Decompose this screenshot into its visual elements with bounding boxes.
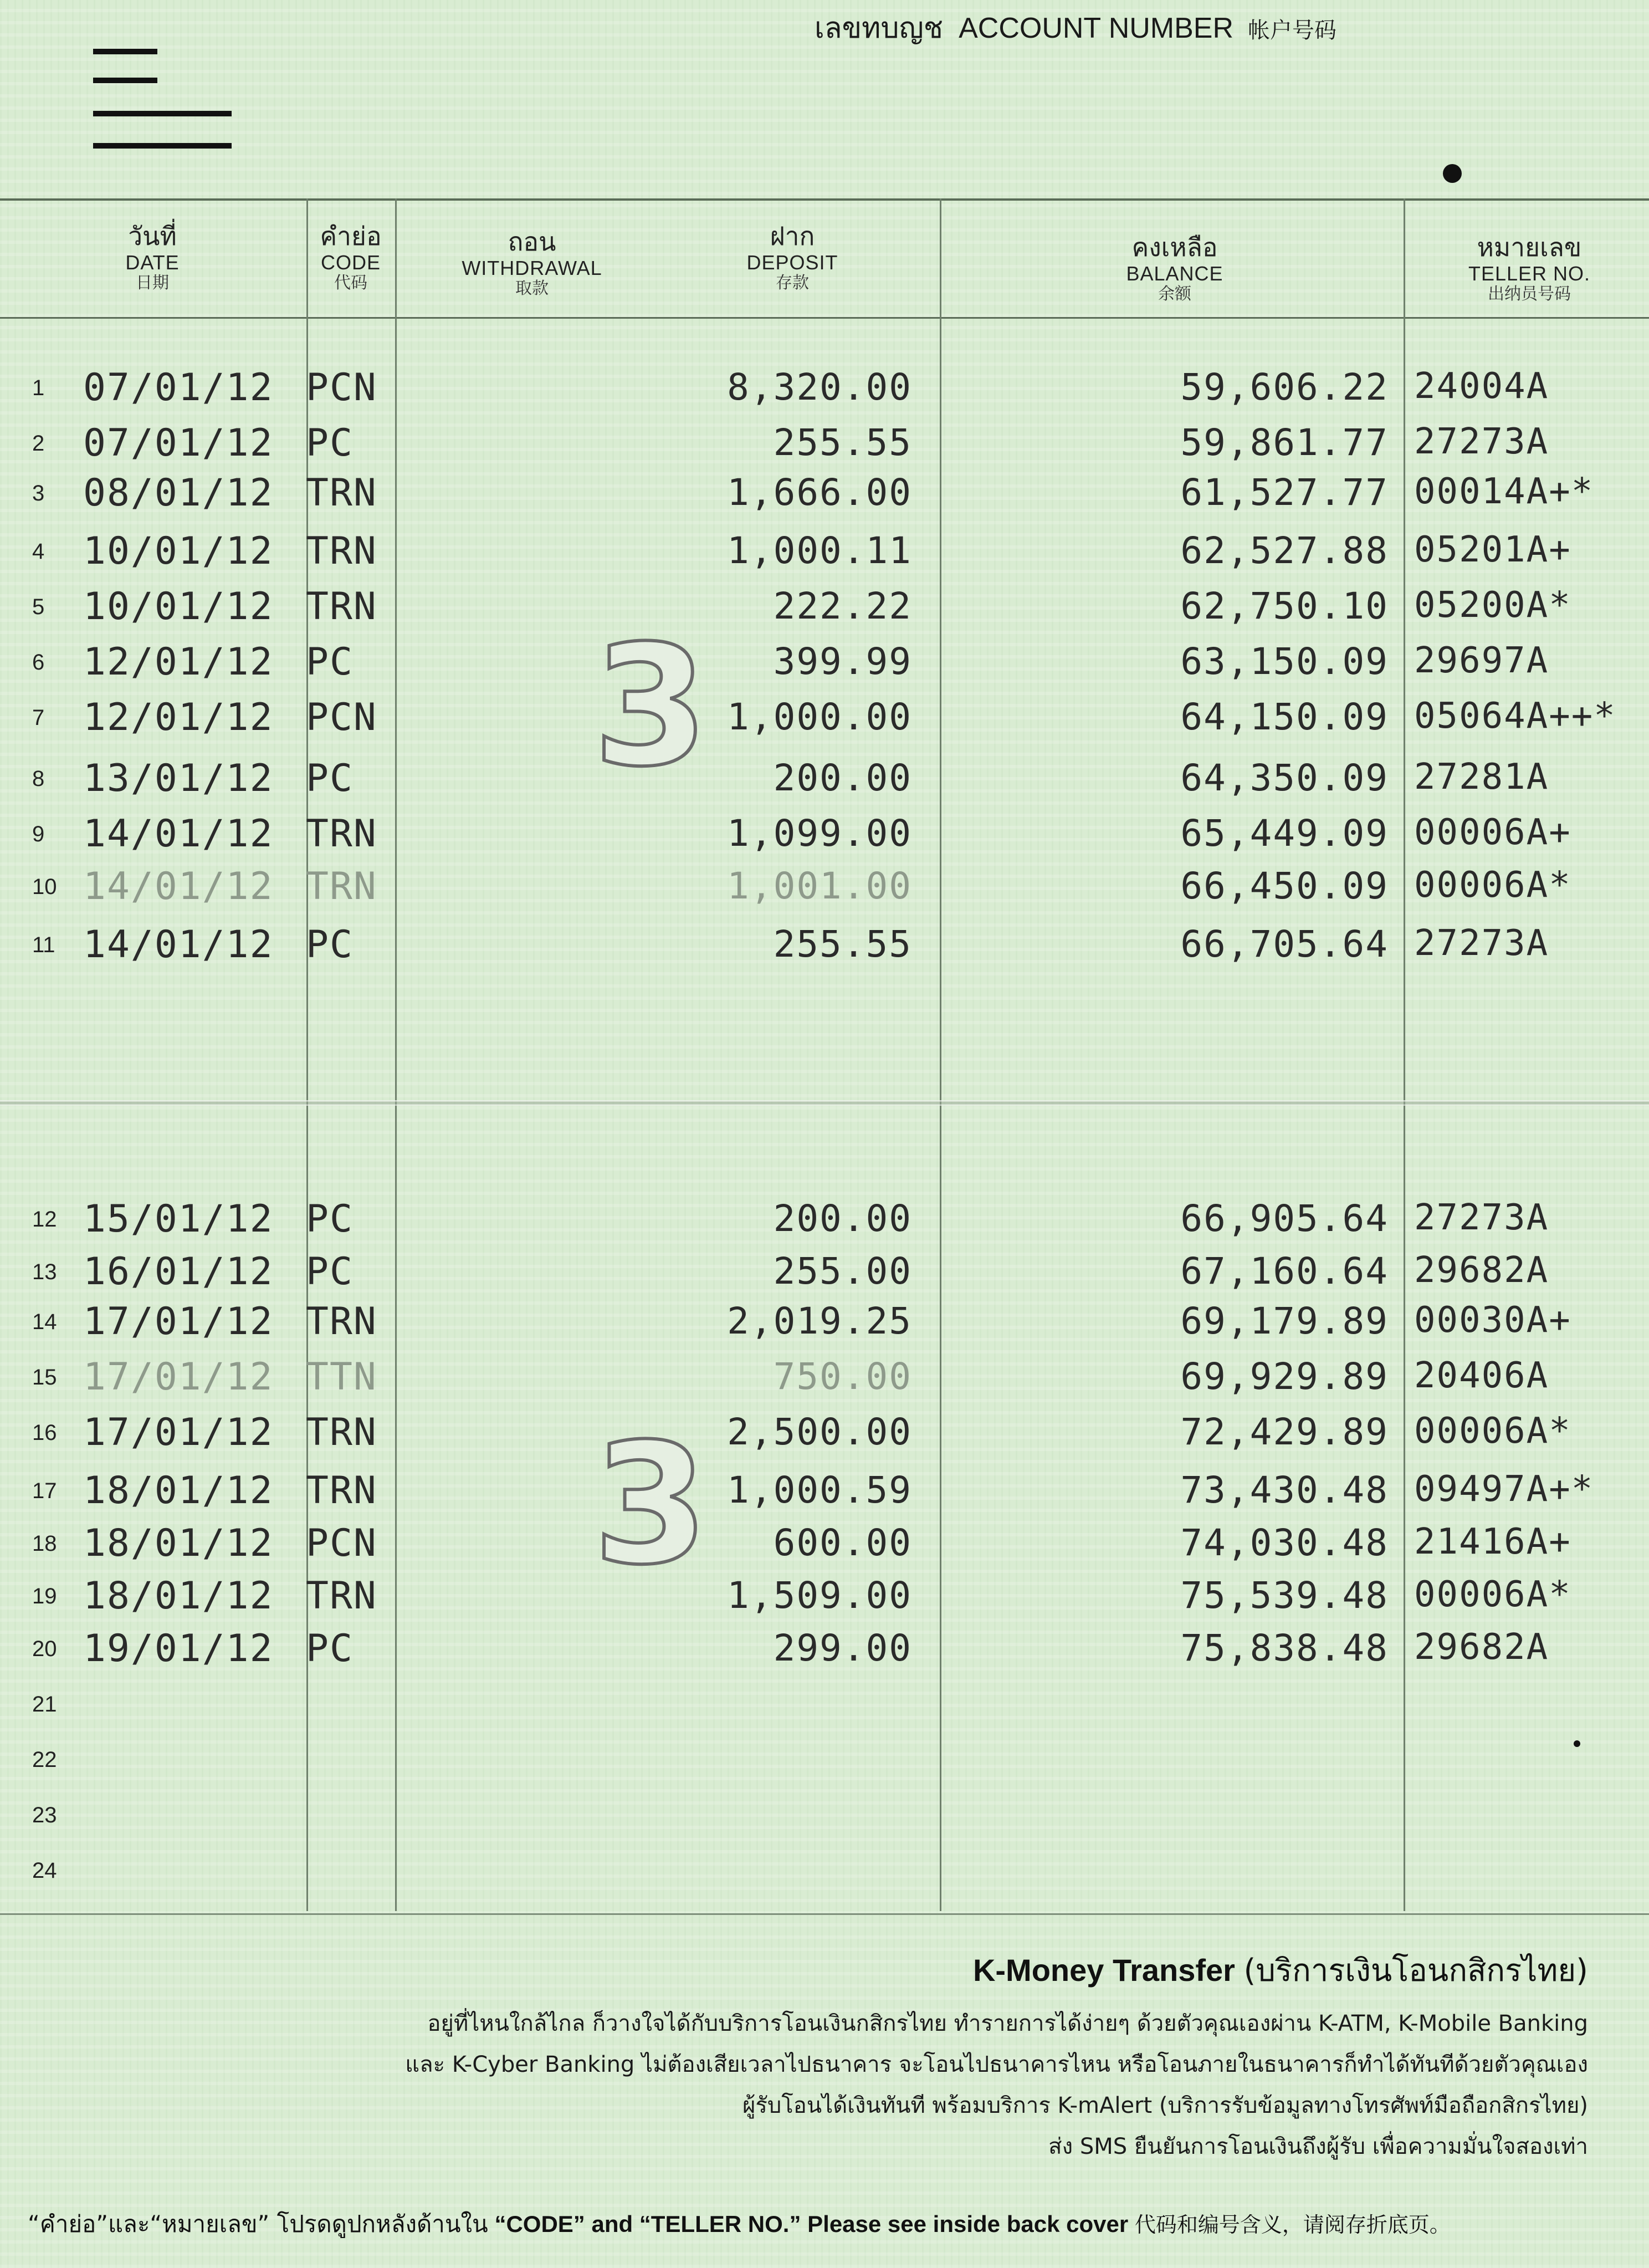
row-balance: 61,527.77 <box>1180 471 1389 514</box>
row-number: 3 <box>32 481 45 505</box>
row-balance: 66,450.09 <box>1180 865 1389 907</box>
row-balance: 74,030.48 <box>1180 1521 1389 1564</box>
row-balance: 67,160.64 <box>1180 1250 1389 1293</box>
row-balance: 59,606.22 <box>1180 366 1389 408</box>
row-number: 6 <box>32 650 45 675</box>
promo-line: ส่ง SMS ยืนยันการโอนเงินถึงผู้รับ เพื่อความมั่นใจสองเท่า <box>1048 2134 1588 2159</box>
row-number: 14 <box>32 1310 57 1334</box>
row-teller: 09497A+* <box>1414 1469 1594 1510</box>
row-balance: 59,861.77 <box>1180 421 1389 464</box>
row-code: TTN <box>306 1355 377 1399</box>
row-code: PC <box>306 757 354 800</box>
col-divider <box>395 198 397 1911</box>
row-deposit: 399.99 <box>773 640 912 683</box>
row-date: 12/01/12 <box>83 640 274 684</box>
row-number: 5 <box>32 595 45 619</box>
promo-title-en: K-Money Transfer <box>972 1953 1235 1988</box>
account-label-en: ACCOUNT NUMBER <box>959 12 1234 44</box>
row-date: 08/01/12 <box>83 471 274 515</box>
footer-en: “CODE” and “TELLER NO.” Please see inside back cover <box>494 2211 1129 2237</box>
row-number: 17 <box>32 1479 57 1503</box>
promo-line: อยู่ที่ไหนใกล้ไกล ก็วางใจได้กับบริการโอนเงินกสิกรไทย ทำรายการได้ง่ายๆ ด้วยตัวคุณเองผ่าน K-ATM, K-Mobile Banking <box>427 2011 1588 2036</box>
row-teller: 27273A <box>1414 1197 1549 1238</box>
row-teller: 27273A <box>1414 421 1549 462</box>
row-code: PCN <box>306 366 377 410</box>
row-deposit: 1,000.59 <box>727 1469 912 1511</box>
footer-note <box>28 2206 1451 2243</box>
account-label-zh: 帐户号码 <box>1248 18 1337 43</box>
row-teller: 29682A <box>1414 1250 1549 1291</box>
header-teller: หมายเลข TELLER NO. 出纳员号码 <box>1468 232 1591 304</box>
row-teller: 29682A <box>1414 1627 1549 1668</box>
row-code: PCN <box>306 696 377 739</box>
header-divider <box>0 317 1649 319</box>
row-code: PC <box>306 1197 354 1241</box>
row-teller: 05200A* <box>1414 585 1571 626</box>
row-number: 21 <box>32 1692 57 1717</box>
row-teller: 05064A++* <box>1414 696 1616 737</box>
row-balance: 66,705.64 <box>1180 923 1389 966</box>
row-deposit: 255.55 <box>773 421 912 464</box>
row-date: 19/01/12 <box>83 1627 274 1671</box>
row-number: 9 <box>32 822 45 846</box>
footer-th: “คำย่อ”และ“หมายเลข” โปรดดูปกหลังด้านใน <box>28 2210 488 2238</box>
row-date: 17/01/12 <box>83 1411 274 1454</box>
row-number: 19 <box>32 1584 57 1608</box>
row-balance: 69,929.89 <box>1180 1355 1389 1398</box>
row-number: 13 <box>32 1260 57 1284</box>
page-watermark: 3 <box>593 610 709 803</box>
row-deposit: 2,500.00 <box>727 1411 912 1453</box>
row-deposit: 1,666.00 <box>727 471 912 514</box>
row-date: 17/01/12 <box>83 1300 274 1344</box>
row-code: TRN <box>306 1574 377 1618</box>
row-balance: 66,905.64 <box>1180 1197 1389 1240</box>
promo-line: ผู้รับโอนได้เงินทันที พร้อมบริการ K-mAlert (บริการรับข้อมูลทางโทรศัพท์มือถือกสิกรไทย) <box>742 2093 1588 2118</box>
row-code: PCN <box>306 1521 377 1565</box>
row-code: PC <box>306 1250 354 1294</box>
row-deposit: 600.00 <box>773 1521 912 1564</box>
row-date: 15/01/12 <box>83 1197 274 1241</box>
row-deposit: 1,000.00 <box>727 696 912 738</box>
row-code: TRN <box>306 529 377 573</box>
row-number: 4 <box>32 539 45 564</box>
row-teller: 00006A* <box>1414 1411 1571 1452</box>
row-code: TRN <box>306 865 377 908</box>
row-date: 12/01/12 <box>83 696 274 739</box>
header-withdrawal: ถอน WITHDRAWAL 取款 <box>462 227 602 299</box>
row-teller: 24004A <box>1414 366 1549 407</box>
page-watermark: 3 <box>593 1408 709 1601</box>
row-number: 10 <box>32 875 57 899</box>
page-fold <box>0 1100 1649 1106</box>
row-number: 15 <box>32 1365 57 1390</box>
promo-title <box>973 1945 1588 1995</box>
row-balance: 64,150.09 <box>1180 696 1389 738</box>
footer-zh: 代码和编号含义，请阅存折底页。 <box>1134 2213 1451 2237</box>
row-code: TRN <box>306 471 377 515</box>
row-balance: 62,750.10 <box>1180 585 1389 627</box>
row-number: 16 <box>32 1421 57 1445</box>
row-teller: 00006A* <box>1414 865 1571 906</box>
ink-dot <box>1443 164 1462 183</box>
row-teller: 29697A <box>1414 640 1549 681</box>
row-balance: 63,150.09 <box>1180 640 1389 683</box>
row-code: TRN <box>306 1300 377 1344</box>
col-divider <box>1404 198 1405 1911</box>
row-date: 18/01/12 <box>83 1469 274 1513</box>
row-code: TRN <box>306 1469 377 1513</box>
row-deposit: 750.00 <box>773 1355 912 1398</box>
row-code: TRN <box>306 585 377 629</box>
row-deposit: 1,099.00 <box>727 812 912 855</box>
row-teller: 00030A+ <box>1414 1300 1571 1341</box>
promo-line: และ K-Cyber Banking ไม่ต้องเสียเวลาไปธนาคาร จะโอนไปธนาคารไหน หรือโอนภายในธนาคารก็ทำได้ทันทีด้วยตัวคุณเอง <box>405 2052 1588 2077</box>
row-balance: 75,838.48 <box>1180 1627 1389 1669</box>
row-number: 23 <box>32 1803 57 1827</box>
header-balance: คงเหลือ BALANCE 余额 <box>1126 232 1223 304</box>
row-date: 10/01/12 <box>83 585 274 629</box>
row-deposit: 255.55 <box>773 923 912 966</box>
row-number: 22 <box>32 1748 57 1772</box>
row-date: 13/01/12 <box>83 757 274 800</box>
row-balance: 72,429.89 <box>1180 1411 1389 1453</box>
row-code: PC <box>306 1627 354 1671</box>
row-teller: 00014A+* <box>1414 471 1594 512</box>
promo-title-th: (บริการเงินโอนกสิกรไทย) <box>1243 1953 1588 1989</box>
row-deposit: 8,320.00 <box>727 366 912 408</box>
row-date: 18/01/12 <box>83 1521 274 1565</box>
row-teller: 05201A+ <box>1414 529 1571 570</box>
row-teller: 27273A <box>1414 923 1549 964</box>
account-number-label <box>815 4 1336 50</box>
row-date: 07/01/12 <box>83 366 274 410</box>
row-teller: 21416A+ <box>1414 1521 1571 1562</box>
col-divider <box>940 198 941 1911</box>
row-number: 11 <box>32 933 55 957</box>
row-deposit: 200.00 <box>773 757 912 799</box>
header-code: คำย่อ CODE 代码 <box>320 221 382 293</box>
row-date: 14/01/12 <box>83 812 274 856</box>
row-deposit: 2,019.25 <box>727 1300 912 1342</box>
row-teller: 20406A <box>1414 1355 1549 1396</box>
row-balance: 75,539.48 <box>1180 1574 1389 1617</box>
header-deposit: ฝาก DEPOSIT 存款 <box>746 221 838 293</box>
row-balance: 73,430.48 <box>1180 1469 1389 1511</box>
account-label-th: เลขทบญช <box>815 12 944 45</box>
row-number: 1 <box>32 376 45 400</box>
row-deposit: 1,509.00 <box>727 1574 912 1617</box>
row-date: 07/01/12 <box>83 421 274 465</box>
row-number: 8 <box>32 767 45 791</box>
row-number: 7 <box>32 706 45 730</box>
row-number: 18 <box>32 1531 57 1556</box>
row-teller: 00006A+ <box>1414 812 1571 853</box>
row-code: TRN <box>306 812 377 856</box>
row-code: TRN <box>306 1411 377 1454</box>
row-code: PC <box>306 923 354 967</box>
row-date: 14/01/12 <box>83 865 274 908</box>
row-date: 10/01/12 <box>83 529 274 573</box>
row-deposit: 1,001.00 <box>727 865 912 907</box>
row-date: 17/01/12 <box>83 1355 274 1399</box>
row-number: 2 <box>32 431 45 456</box>
row-number: 20 <box>32 1637 57 1661</box>
row-balance: 69,179.89 <box>1180 1300 1389 1342</box>
row-date: 16/01/12 <box>83 1250 274 1294</box>
row-code: PC <box>306 421 354 465</box>
row-deposit: 299.00 <box>773 1627 912 1669</box>
row-number: 24 <box>32 1858 57 1883</box>
row-balance: 64,350.09 <box>1180 757 1389 799</box>
row-date: 14/01/12 <box>83 923 274 967</box>
row-teller: 27281A <box>1414 757 1549 798</box>
row-number: 12 <box>32 1207 57 1232</box>
header-date: วันที่ DATE 日期 <box>125 221 180 293</box>
row-deposit: 1,000.11 <box>727 529 912 572</box>
row-teller: 00006A* <box>1414 1574 1571 1615</box>
row-date: 18/01/12 <box>83 1574 274 1618</box>
row-deposit: 200.00 <box>773 1197 912 1240</box>
row-deposit: 222.22 <box>773 585 912 627</box>
row-deposit: 255.00 <box>773 1250 912 1293</box>
row-code: PC <box>306 640 354 684</box>
row-balance: 65,449.09 <box>1180 812 1389 855</box>
row-balance: 62,527.88 <box>1180 529 1389 572</box>
